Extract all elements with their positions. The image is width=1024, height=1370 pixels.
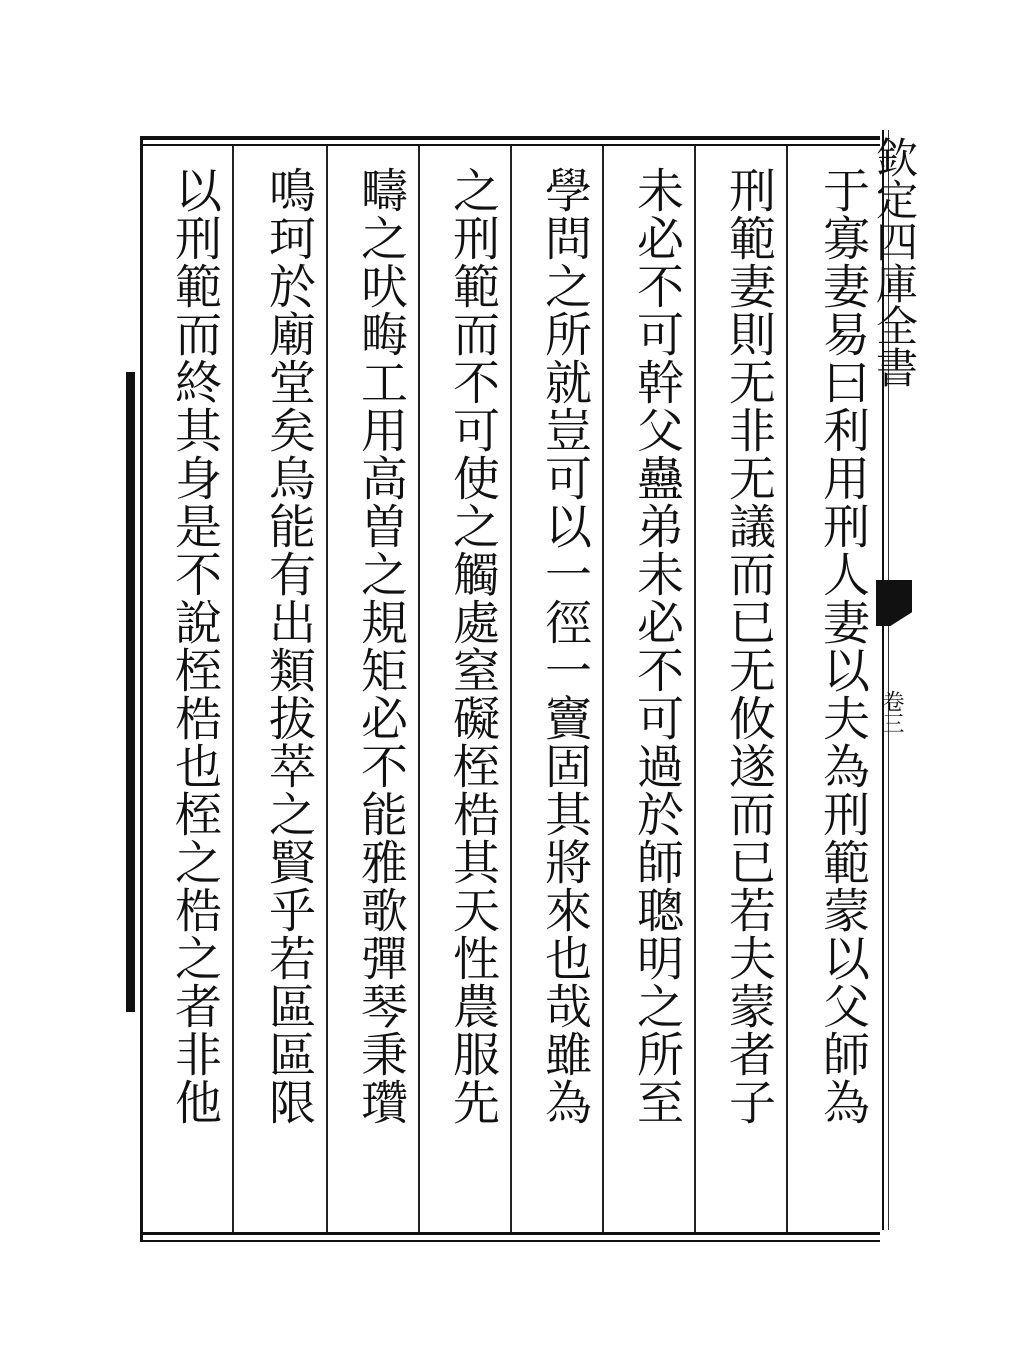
text-column-2: 刑範妻則无非无議而已无攸遂而已若夫蒙者子 <box>721 166 776 1126</box>
volume-label: 卷三 <box>879 690 904 734</box>
text-column-7: 鳴珂於廟堂矣烏能有出類拔萃之賢乎若區區限 <box>261 166 316 1126</box>
column-divider <box>786 146 788 1232</box>
text-column-4: 學問之所就豈可以一徑一竇固其將來也哉雖為 <box>537 166 592 1126</box>
column-divider <box>510 146 512 1232</box>
page-frame <box>140 136 890 1236</box>
column-divider <box>232 146 234 1232</box>
book-title: 欽定四庫全書 <box>870 136 919 388</box>
column-divider <box>418 146 420 1232</box>
text-column-1: 于寡妻易曰利用刑人妻以夫為刑範蒙以父師為 <box>815 166 870 1126</box>
page-margin <box>870 130 919 1240</box>
text-column-5: 之刑範而不可使之觸處窒礙桎梏其天性農服先 <box>445 166 500 1126</box>
top-border <box>140 136 880 140</box>
text-column-6: 疇之吠畮工用高曽之規矩必不能雅歌彈琴秉瓚 <box>353 166 408 1126</box>
text-column-3: 未必不可幹父蠱弟未必不可過於師聰明之所至 <box>629 166 684 1126</box>
column-divider <box>326 146 328 1232</box>
binding-edge <box>126 372 135 1012</box>
left-border <box>140 136 143 1242</box>
column-divider <box>602 146 604 1232</box>
column-divider <box>694 146 696 1232</box>
text-column-8: 以刑範而終其身是不說桎梏也桎之梏之者非他 <box>167 166 222 1126</box>
fish-tail-mark <box>876 580 912 626</box>
